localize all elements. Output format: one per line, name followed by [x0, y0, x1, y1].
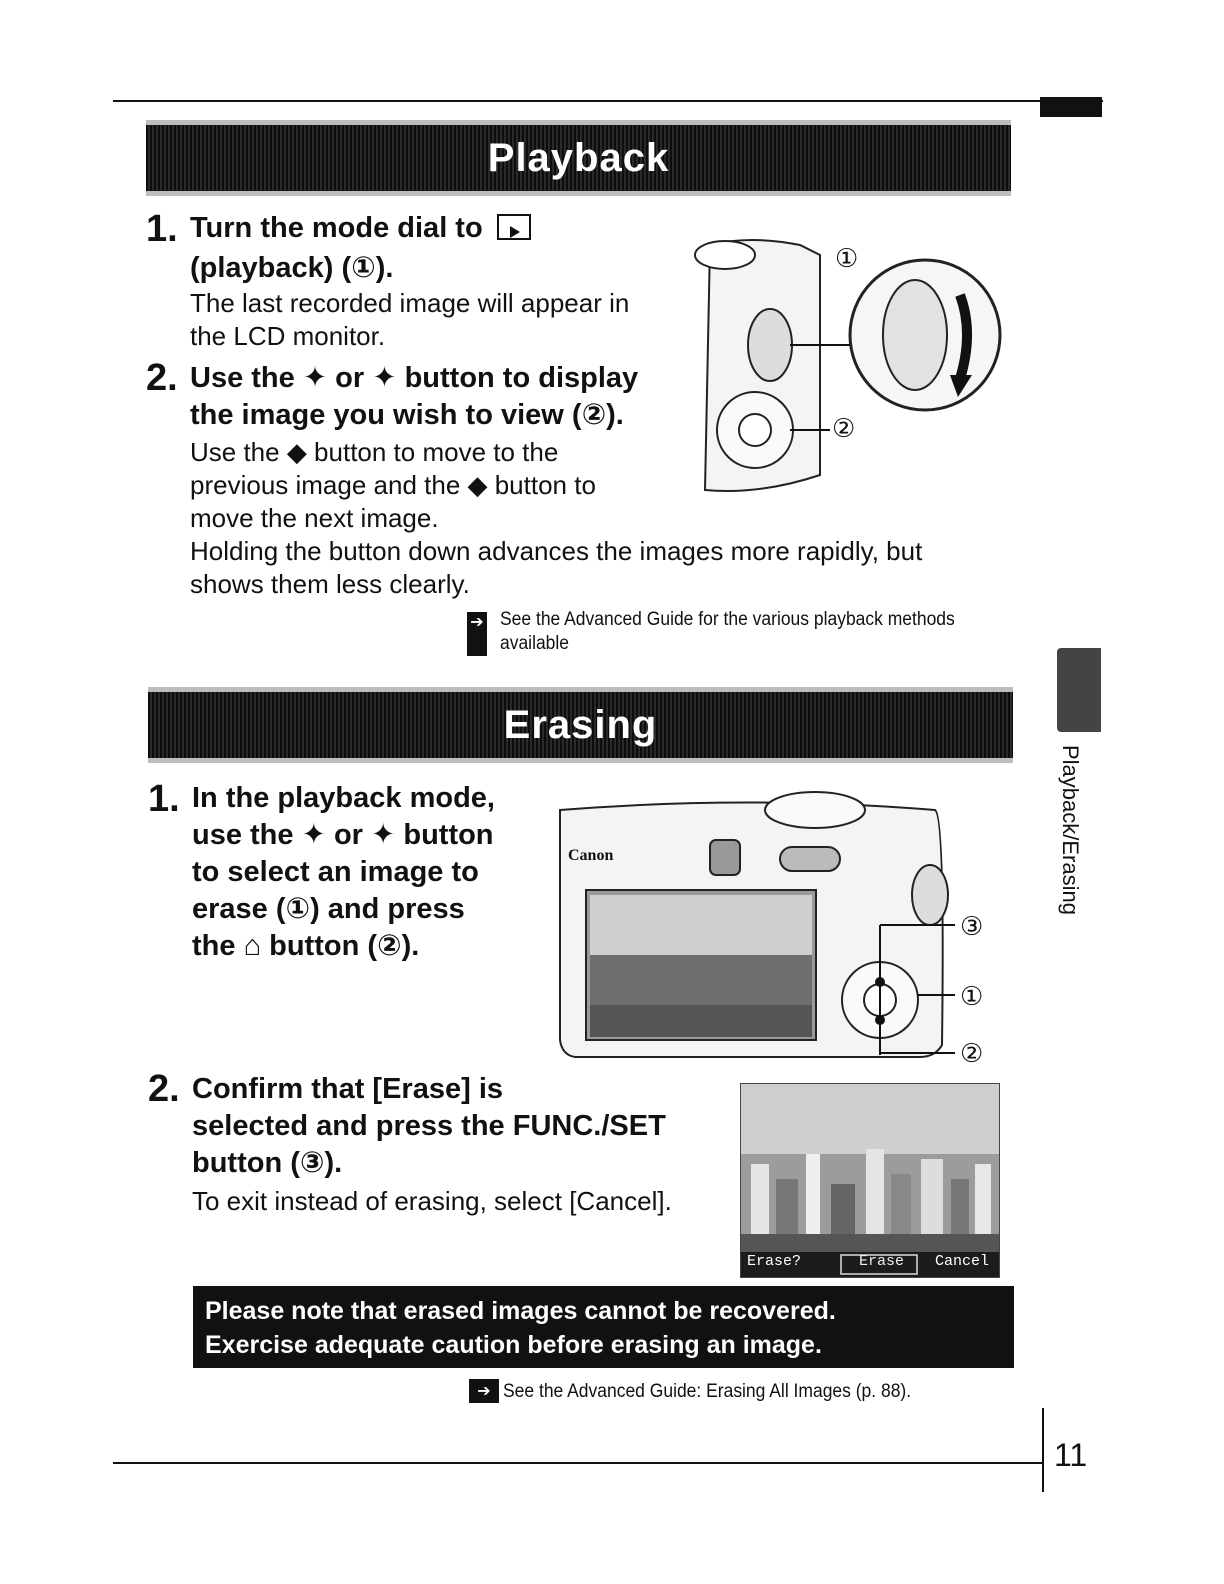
playback-step1-heading-1: Turn the mode dial to — [190, 210, 531, 247]
erasing-step1-line-3: to select an image to — [192, 856, 479, 888]
page-number: 11 — [1054, 1437, 1088, 1473]
bottom-rule — [113, 1462, 1043, 1464]
screen-cancel-option[interactable]: Cancel — [935, 1253, 990, 1270]
warning-line-1: Please note that erased images cannot be recovered. — [205, 1297, 836, 1325]
erasing-step2-line-2: selected and press the FUNC./SET — [192, 1110, 666, 1142]
erasing-step2-line-1: Confirm that [Erase] is — [192, 1073, 503, 1105]
erasing-note-arrow-icon: ➔ — [469, 1379, 499, 1403]
playback-step2-body-1: Use the ◆ button to move to the — [190, 437, 559, 467]
playback-step2-number: 2. — [146, 357, 178, 399]
playback-note-line-1: See the Advanced Guide for the various playback methods — [500, 609, 955, 630]
erasing-step1-line-1: In the playback mode, — [192, 782, 495, 814]
erasing-title: Erasing — [503, 702, 658, 747]
playback-title: Playback — [487, 135, 670, 180]
screen-prompt: Erase? — [747, 1253, 802, 1270]
top-rule — [113, 100, 1103, 102]
sidebar-section-label: Playback/Erasing — [1058, 745, 1083, 915]
page-number-divider — [1042, 1408, 1044, 1492]
playback-step2-body-4: Holding the button down advances the images more rapidly, but — [190, 536, 923, 566]
erasing-step2-body: To exit instead of erasing, select [Cancel]. — [192, 1186, 672, 1216]
erasing-banner — [148, 687, 1013, 763]
playback-step2-heading-1: Use the ✦ or ✦ button to display — [190, 362, 639, 394]
playback-step1-body-1: The last recorded image will appear in — [190, 288, 630, 318]
warning-line-2: Exercise adequate caution before erasing an image. — [205, 1331, 822, 1359]
playback-step2-body-5: shows them less clearly. — [190, 569, 470, 599]
erasing-figure-label-3: ③ — [960, 911, 984, 941]
camera-brand: Canon — [568, 847, 614, 864]
playback-step1-body-2: the LCD monitor. — [190, 321, 386, 351]
playback-note-line-2: available — [500, 633, 569, 654]
erasing-step2-number: 2. — [148, 1068, 180, 1110]
erase-confirm-screen — [740, 1083, 1000, 1278]
top-tab — [1040, 97, 1102, 117]
playback-camera-illustration — [690, 225, 1020, 500]
erasing-step2-line-3: button (③). — [192, 1147, 343, 1179]
playback-mode-icon — [497, 214, 531, 240]
erasing-step1-number: 1. — [148, 778, 180, 820]
erasing-figure-label-1: ① — [960, 981, 984, 1011]
playback-step1-number: 1. — [146, 208, 178, 250]
playback-figure-label-2: ② — [832, 413, 856, 443]
erasing-step1-line-5: the ⌂ button (②). — [192, 930, 420, 962]
erasing-step1-line-4: erase (①) and press — [192, 893, 465, 925]
sidebar-tab-marker — [1057, 648, 1101, 732]
playback-step1-heading-2: (playback) (①). — [190, 252, 394, 284]
erasing-figure-label-2: ② — [960, 1038, 984, 1068]
erase-warning-box — [193, 1286, 1014, 1368]
playback-step2-body-3: move the next image. — [190, 503, 439, 533]
erasing-camera-illustration — [550, 785, 1000, 1070]
erasing-note: See the Advanced Guide: Erasing All Images (p. 88). — [503, 1381, 912, 1402]
playback-step2-body-2: previous image and the ◆ button to — [190, 470, 596, 500]
playback-note-arrow-icon: ➔ — [467, 612, 487, 656]
playback-banner — [146, 120, 1011, 196]
screen-erase-option[interactable]: Erase — [859, 1253, 905, 1270]
playback-figure-label-1: ① — [835, 243, 859, 273]
playback-step2-heading-2: the image you wish to view (②). — [190, 399, 624, 431]
erasing-step1-line-2: use the ✦ or ✦ button — [192, 819, 494, 851]
